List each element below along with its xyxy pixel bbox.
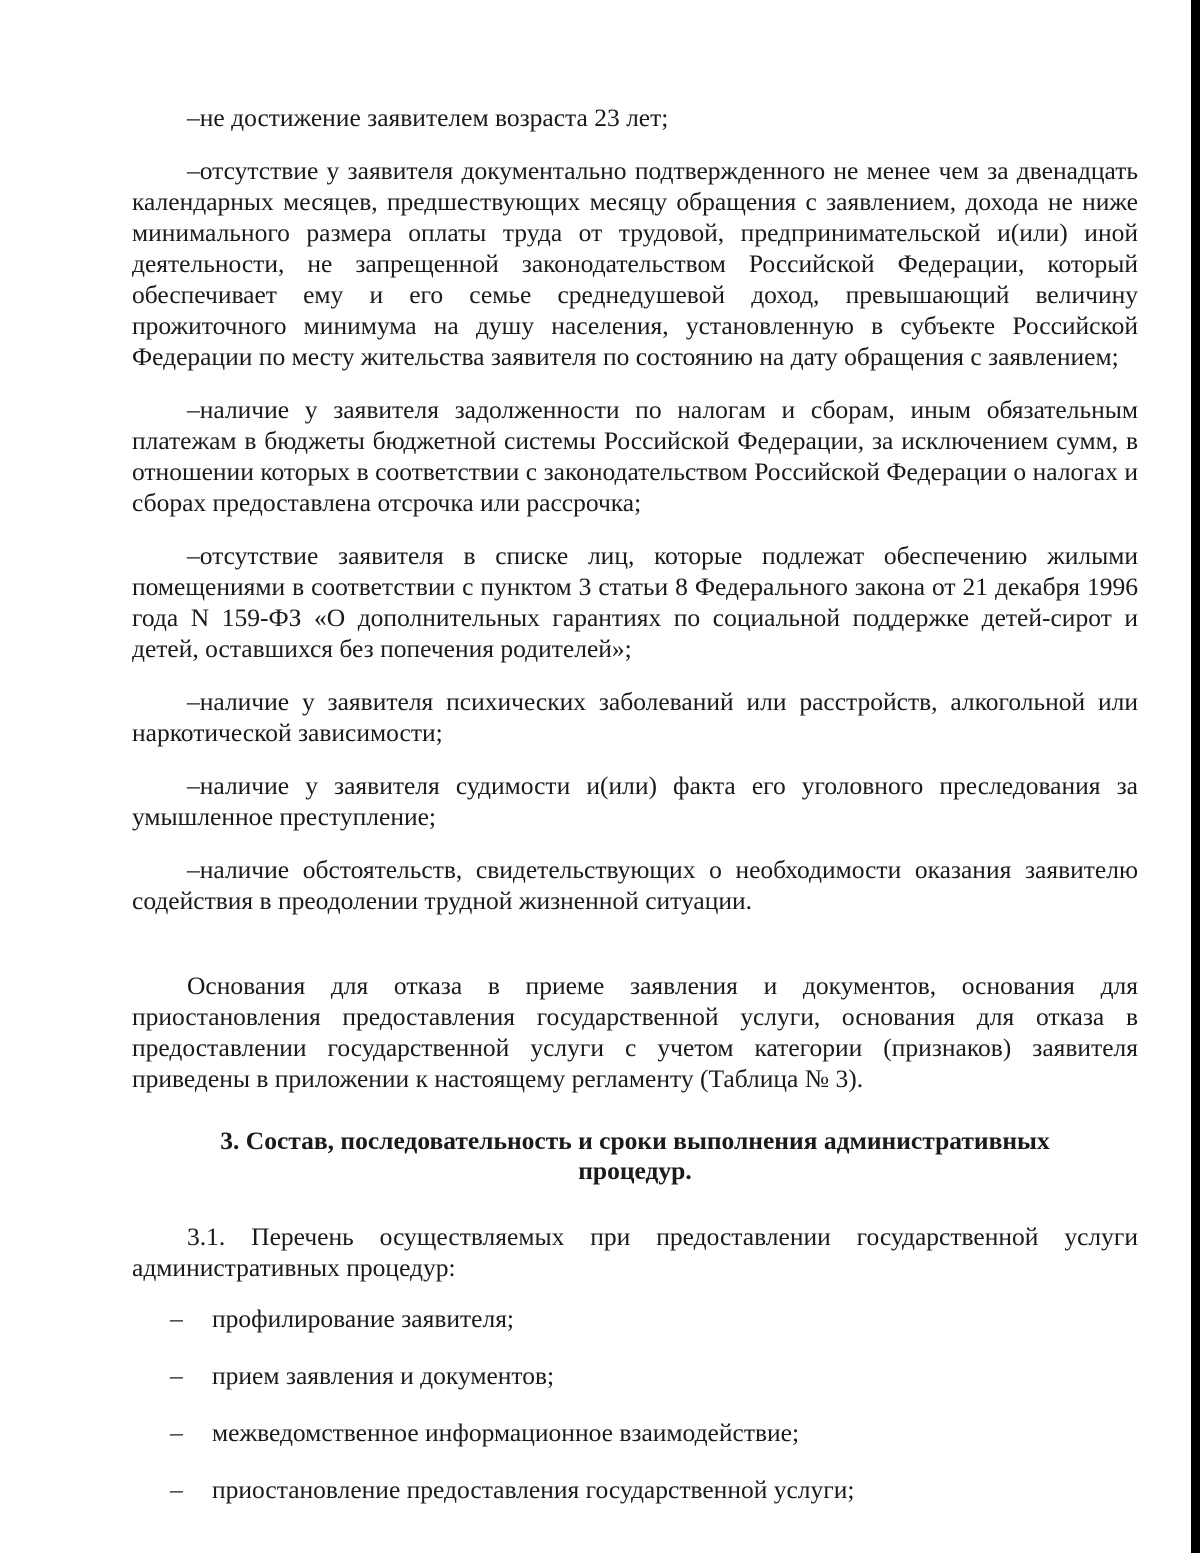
list-item <box>132 1474 1138 1505</box>
ground-item: –наличие у заявителя психических заболеваний или расстройств, алкогольной или наркотической зависимости; <box>132 687 1138 747</box>
dash-marker: – <box>170 1304 183 1333</box>
dash-marker: – <box>170 1418 183 1447</box>
dash-marker: – <box>170 1475 183 1504</box>
procedure-text: приостановление предоставления государственной услуги; <box>212 1475 855 1504</box>
list-item <box>132 1417 1138 1448</box>
section-heading-line: 3. Состав, последовательность и сроки выполнения административных <box>220 1126 1050 1155</box>
section-heading <box>132 1126 1138 1186</box>
refusal-note: Основания для отказа в приеме заявления и документов, основания для приостановления предоставления государственной услуги, основания для отказа в предоставлении государственной услуги с учетом категории (признаков) заявителя приведены в приложении к настоящему регламенту (Таблица № 3). <box>132 971 1138 1093</box>
list-item <box>132 1360 1138 1391</box>
ground-item: –наличие обстоятельств, свидетельствующих о необходимости оказания заявителю содействия в преодолении трудной жизненной ситуации. <box>132 855 1138 915</box>
ground-item: –отсутствие у заявителя документально подтвержденного не менее чем за двенадцать календарных месяцев, предшествующих месяцу обращения с заявлением, дохода не ниже минимального размера оплаты труда от трудовой, предпринимательской и(или) иной деятельности, не запрещенной законодательством Российской Федерации, который обеспечивает ему и его семье среднедушевой доход, превышающий величину прожиточного минимума на душу населения, установленную в субъекте Российской Федерации по месту жительства заявителя по состоянию на дату обращения с заявлением; <box>132 156 1138 371</box>
page-content <box>132 102 1138 1531</box>
ground-item: –отсутствие заявителя в списке лиц, которые подлежат обеспечению жилыми помещениями в соответствии с пунктом 3 статьи 8 Федерального закона от 21 декабря 1996 года N 159-ФЗ «О дополнительных гарантиях по социальной поддержке детей-сирот и детей, оставшихся без попечения родителей»; <box>132 541 1138 663</box>
procedure-text: межведомственное информационное взаимодействие; <box>212 1418 800 1447</box>
list-item <box>132 1303 1138 1334</box>
dash-marker: – <box>170 1361 183 1390</box>
ground-item: –не достижение заявителем возраста 23 лет; <box>187 103 669 132</box>
procedure-text: прием заявления и документов; <box>212 1361 555 1390</box>
ground-item: –наличие у заявителя судимости и(или) факта его уголовного преследования за умышленное преступление; <box>132 771 1138 831</box>
procedures-intro: 3.1. Перечень осуществляемых при предоставлении государственной услуги административных процедур: <box>132 1222 1138 1282</box>
procedure-text: профилирование заявителя; <box>212 1304 515 1333</box>
section-heading-line: процедур. <box>578 1156 692 1185</box>
scan-border <box>1191 0 1200 1553</box>
procedure-list <box>132 1303 1138 1505</box>
ground-item: –наличие у заявителя задолженности по налогам и сборам, иным обязательным платежам в бюджеты бюджетной системы Российской Федерации, за исключением сумм, в отношении которых в соответствии с законодательством Российской Федерации о налогах и сборах предоставлена отсрочка или рассрочка; <box>132 395 1138 517</box>
